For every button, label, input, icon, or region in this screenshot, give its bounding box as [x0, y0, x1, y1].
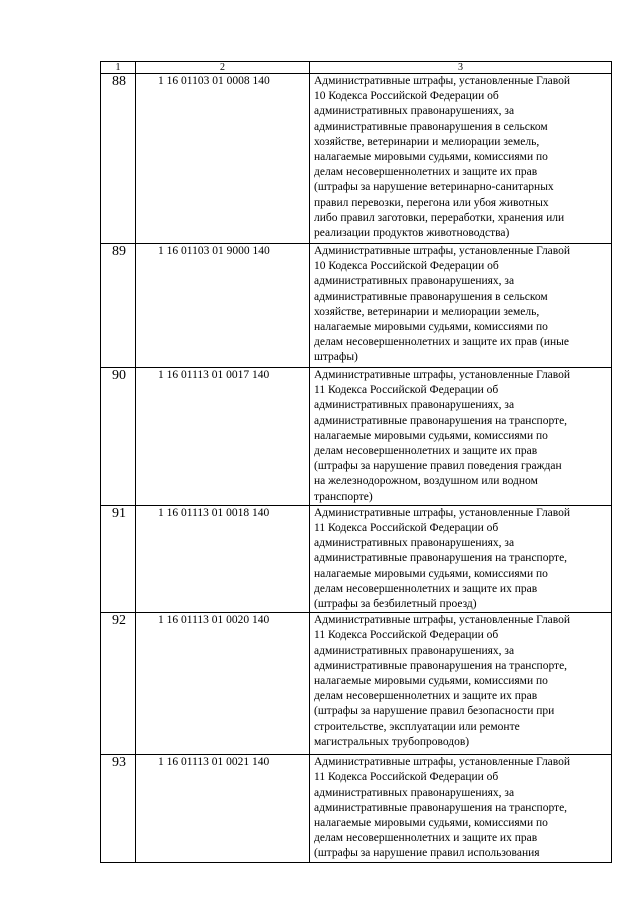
table-row: [101, 505, 612, 612]
budget-code: 1 16 01113 01 0017 140: [136, 368, 310, 506]
row-description: Административные штрафы, установленные Главой 11 Кодекса Российской Федерации об административных правонарушениях, за административные правонарушения на транспорте, налагаемые мировыми судьями, комиссиями по делам несовершеннолетних и защите их прав (штрафы за нарушение правил использования: [310, 755, 612, 862]
row-description: Административные штрафы, установленные Главой 10 Кодекса Российской Федерации об административных правонарушениях, за административные правонарушения в сельском хозяйстве, ветеринарии и мелиорации земель, налагаемые мировыми судьями, комиссиями по делам несовершеннолетних и защите их прав (штрафы за нарушение ветеринарно-санитарных правил перевозки, перегона или убоя животных либо правил заготовки, переработки, хранения или реализации продуктов животноводства): [310, 74, 612, 244]
table-row: [101, 755, 612, 862]
budget-code: 1 16 01113 01 0018 140: [136, 505, 310, 612]
budget-code: 1 16 01113 01 0020 140: [136, 613, 310, 755]
table-row: [101, 613, 612, 755]
row-number: 93: [101, 755, 136, 862]
row-description: Административные штрафы, установленные Главой 11 Кодекса Российской Федерации об административных правонарушениях, за административные правонарушения на транспорте, налагаемые мировыми судьями, комиссиями по делам несовершеннолетних и защите их прав (штрафы за нарушение правил безопасности при строительстве, эксплуатации или ремонте магистральных трубопроводов): [310, 613, 612, 755]
table-row: [101, 368, 612, 506]
row-number: 91: [101, 505, 136, 612]
row-number: 89: [101, 244, 136, 368]
budget-code: 1 16 01113 01 0021 140: [136, 755, 310, 862]
row-description: Административные штрафы, установленные Главой 11 Кодекса Российской Федерации об административных правонарушениях, за административные правонарушения на транспорте, налагаемые мировыми судьями, комиссиями по делам несовершеннолетних и защите их прав (штрафы за безбилетный проезд): [310, 505, 612, 612]
table-row: [101, 244, 612, 368]
header-cell-1: 1: [101, 62, 136, 74]
header-cell-3: 3: [310, 62, 612, 74]
table-row: [101, 74, 612, 244]
header-cell-2: 2: [136, 62, 310, 74]
budget-code: 1 16 01103 01 0008 140: [136, 74, 310, 244]
budget-code-table: [100, 61, 612, 863]
row-number: 90: [101, 368, 136, 506]
row-number: 88: [101, 74, 136, 244]
row-description: Административные штрафы, установленные Главой 11 Кодекса Российской Федерации об административных правонарушениях, за административные правонарушения на транспорте, налагаемые мировыми судьями, комиссиями по делам несовершеннолетних и защите их прав (штрафы за нарушение правил поведения граждан на железнодорожном, воздушном или водном транспорте): [310, 368, 612, 506]
budget-code: 1 16 01103 01 9000 140: [136, 244, 310, 368]
table-header-row: [101, 62, 612, 74]
row-number: 92: [101, 613, 136, 755]
row-description: Административные штрафы, установленные Главой 10 Кодекса Российской Федерации об административных правонарушениях, за административные правонарушения в сельском хозяйстве, ветеринарии и мелиорации земель, налагаемые мировыми судьями, комиссиями по делам несовершеннолетних и защите их прав (иные штрафы): [310, 244, 612, 368]
